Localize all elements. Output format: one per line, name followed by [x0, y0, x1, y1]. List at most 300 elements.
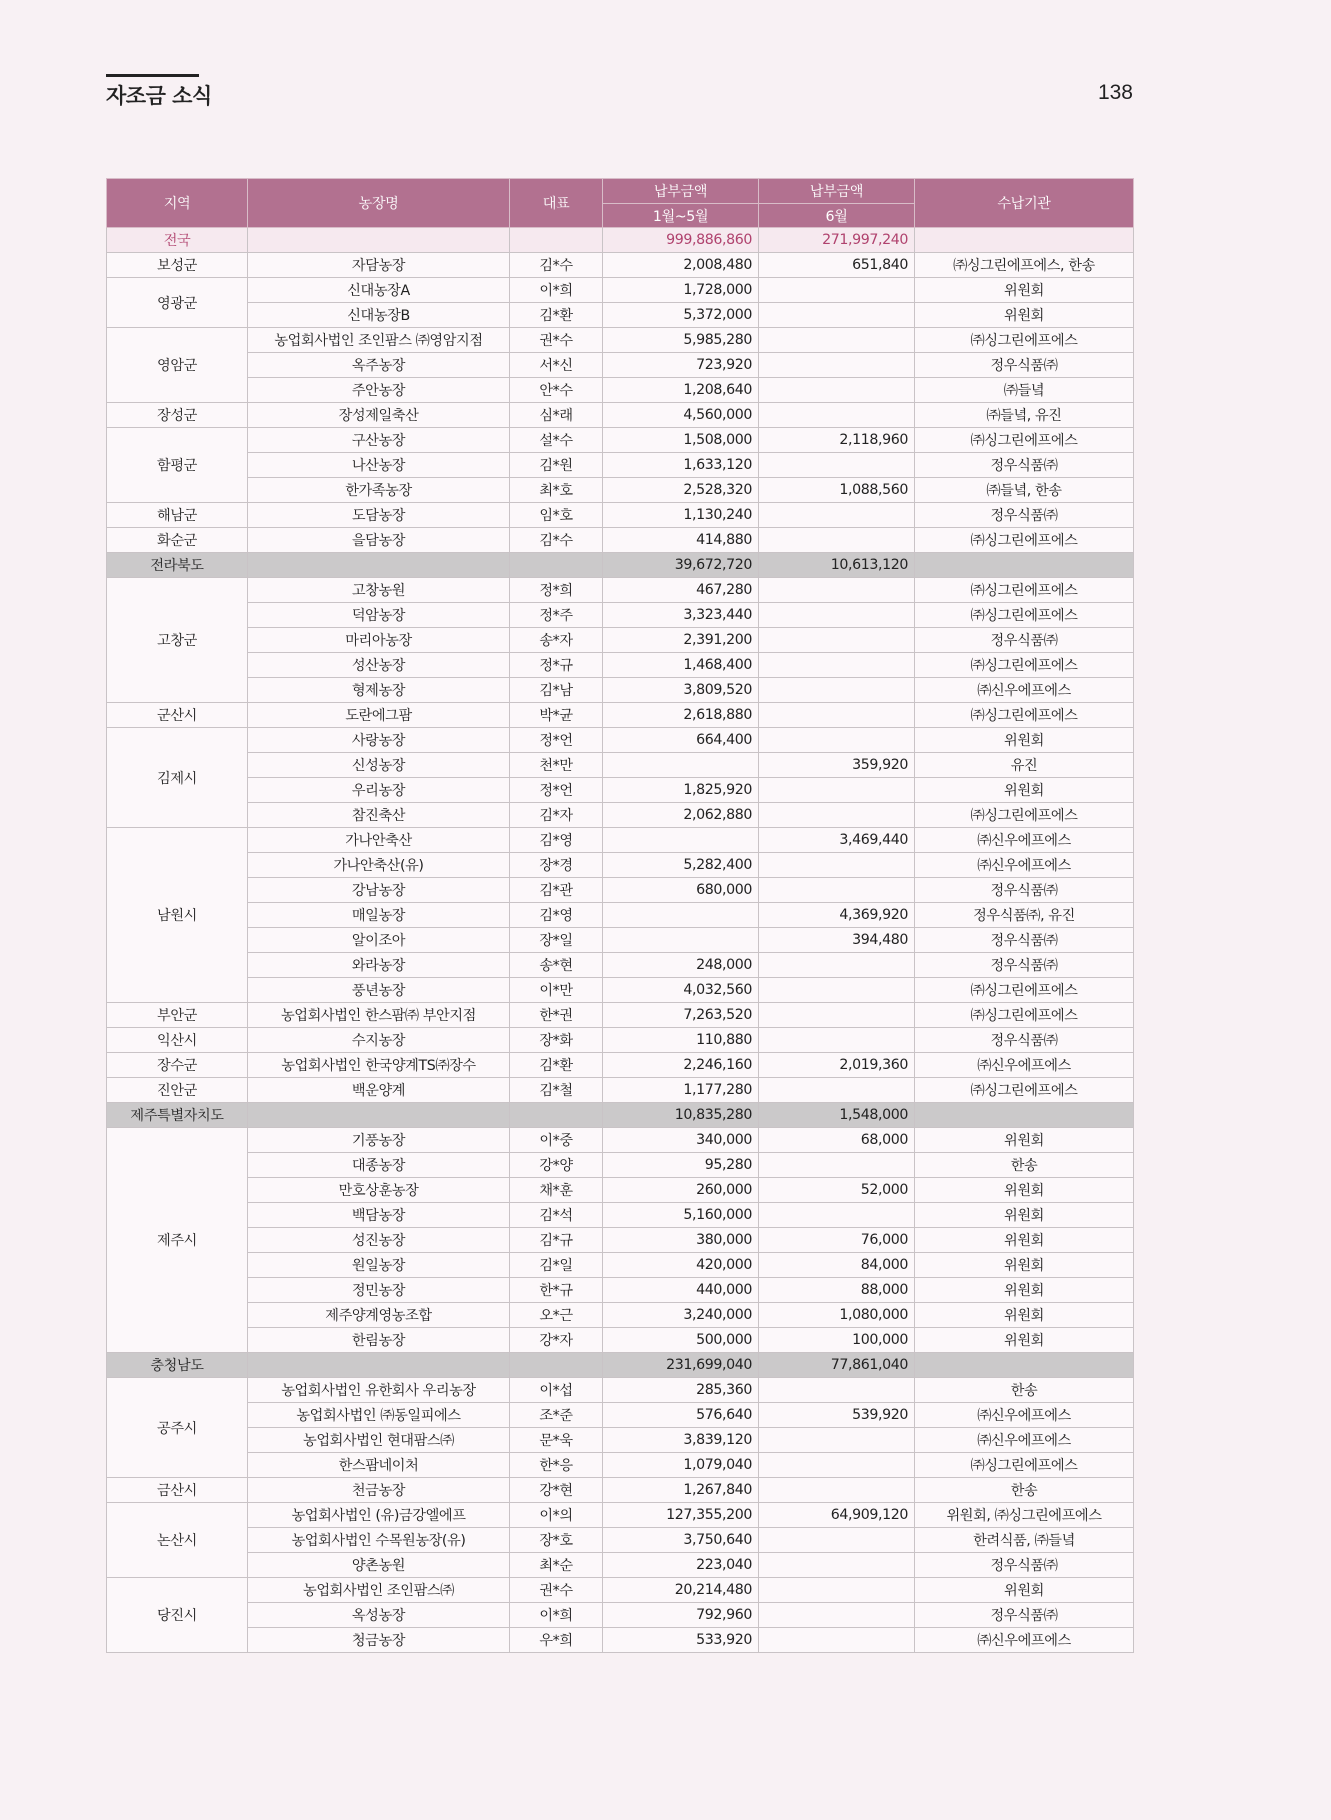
amount-jun-cell: 539,920	[759, 1403, 915, 1428]
amount-jun-cell	[759, 603, 915, 628]
farm-name-cell: 농업회사법인 조인팜스 ㈜영암지점	[248, 328, 510, 353]
representative-cell: 설*수	[510, 428, 603, 453]
amount-jun-cell	[759, 453, 915, 478]
agency-cell: 정우식품㈜	[915, 878, 1134, 903]
farm-name-cell: 농업회사법인 (유)금강엘에프	[248, 1503, 510, 1528]
table-row	[107, 1428, 1134, 1453]
representative-cell: 김*남	[510, 678, 603, 703]
amount-jan-may-cell	[603, 928, 759, 953]
table-row	[107, 328, 1134, 353]
province-label: 충청남도	[107, 1353, 248, 1378]
region-cell: 제주시	[107, 1128, 248, 1353]
representative-cell: 강*현	[510, 1478, 603, 1503]
table-row	[107, 1028, 1134, 1053]
province-subtotal-row	[107, 553, 1134, 578]
agency-cell: ㈜신우에프에스	[915, 1428, 1134, 1453]
agency-cell: 한송	[915, 1153, 1134, 1178]
table-row	[107, 253, 1134, 278]
table-row	[107, 1303, 1134, 1328]
amount-jan-may-cell: 5,282,400	[603, 853, 759, 878]
table-row	[107, 778, 1134, 803]
province-subtotal-row	[107, 1103, 1134, 1128]
amount-jan-may-cell: 2,062,880	[603, 803, 759, 828]
amount-jan-may-cell: 127,355,200	[603, 1503, 759, 1528]
amount-jan-may-cell: 2,391,200	[603, 628, 759, 653]
header-agency: 수납기관	[915, 179, 1134, 228]
representative-cell: 서*신	[510, 353, 603, 378]
farm-name-cell: 가나안축산(유)	[248, 853, 510, 878]
representative-cell: 최*순	[510, 1553, 603, 1578]
representative-cell: 김*수	[510, 253, 603, 278]
region-cell: 장성군	[107, 403, 248, 428]
agency-cell: 위원회	[915, 1328, 1134, 1353]
representative-cell: 강*자	[510, 1328, 603, 1353]
amount-jun-cell	[759, 803, 915, 828]
amount-jun-cell	[759, 778, 915, 803]
amount-jan-may-cell: 414,880	[603, 528, 759, 553]
agency-cell: 위원회	[915, 1228, 1134, 1253]
table-row	[107, 828, 1134, 853]
amount-jun-cell	[759, 1453, 915, 1478]
region-cell: 논산시	[107, 1503, 248, 1578]
farm-name-cell: 한스팜네이처	[248, 1453, 510, 1478]
farm-name-cell: 주안농장	[248, 378, 510, 403]
region-cell: 영암군	[107, 328, 248, 403]
amount-jan-may-cell: 467,280	[603, 578, 759, 603]
table-row	[107, 978, 1134, 1003]
amount-jun-cell: 3,469,440	[759, 828, 915, 853]
representative-cell: 김*영	[510, 903, 603, 928]
farm-name-cell: 풍년농장	[248, 978, 510, 1003]
amount-jan-may-cell: 20,214,480	[603, 1578, 759, 1603]
farm-name-cell: 형제농장	[248, 678, 510, 703]
agency-cell: ㈜싱그린에프에스	[915, 578, 1134, 603]
farm-name-cell: 기풍농장	[248, 1128, 510, 1153]
region-cell: 금산시	[107, 1478, 248, 1503]
farm-name-cell: 옥성농장	[248, 1603, 510, 1628]
amount-jan-may-cell	[603, 828, 759, 853]
agency-cell: 위원회	[915, 1253, 1134, 1278]
amount-jun-cell: 2,118,960	[759, 428, 915, 453]
table-row	[107, 1228, 1134, 1253]
representative-cell: 김*영	[510, 828, 603, 853]
agency-cell: 유진	[915, 753, 1134, 778]
agency-cell: ㈜싱그린에프에스	[915, 1003, 1134, 1028]
province-jun: 77,861,040	[759, 1353, 915, 1378]
agency-cell: 위원회	[915, 1278, 1134, 1303]
table-row	[107, 1253, 1134, 1278]
amount-jan-may-cell: 95,280	[603, 1153, 759, 1178]
amount-jan-may-cell: 1,267,840	[603, 1478, 759, 1503]
representative-cell: 임*호	[510, 503, 603, 528]
amount-jun-cell	[759, 653, 915, 678]
representative-cell: 김*자	[510, 803, 603, 828]
national-label: 전국	[107, 228, 248, 253]
representative-cell: 권*수	[510, 1578, 603, 1603]
farm-name-cell: 백담농장	[248, 1203, 510, 1228]
representative-cell: 이*섭	[510, 1378, 603, 1403]
table-row	[107, 1053, 1134, 1078]
header-representative: 대표	[510, 179, 603, 228]
agency-cell: ㈜들녘	[915, 378, 1134, 403]
farm-name-cell: 한림농장	[248, 1328, 510, 1353]
agency-cell: ㈜싱그린에프에스	[915, 978, 1134, 1003]
agency-cell: ㈜싱그린에프에스	[915, 703, 1134, 728]
agency-cell: ㈜싱그린에프에스	[915, 428, 1134, 453]
national-rep-cell	[510, 228, 603, 253]
amount-jan-may-cell: 5,985,280	[603, 328, 759, 353]
header-rule	[106, 74, 199, 77]
farm-name-cell: 신대농장B	[248, 303, 510, 328]
table-row	[107, 1128, 1134, 1153]
amount-jan-may-cell: 3,750,640	[603, 1528, 759, 1553]
table-row	[107, 1628, 1134, 1653]
agency-cell: ㈜싱그린에프에스	[915, 1078, 1134, 1103]
amount-jan-may-cell: 380,000	[603, 1228, 759, 1253]
amount-jun-cell	[759, 628, 915, 653]
farm-name-cell: 백운양계	[248, 1078, 510, 1103]
amount-jun-cell	[759, 1078, 915, 1103]
farm-name-cell: 농업회사법인 한국양계TS㈜장수	[248, 1053, 510, 1078]
table-row	[107, 503, 1134, 528]
table-body	[107, 228, 1134, 1653]
agency-cell: ㈜싱그린에프에스	[915, 603, 1134, 628]
region-cell: 부안군	[107, 1003, 248, 1028]
farm-name-cell: 우리농장	[248, 778, 510, 803]
table-row	[107, 1453, 1134, 1478]
region-cell: 보성군	[107, 253, 248, 278]
amount-jun-cell: 4,369,920	[759, 903, 915, 928]
table-row	[107, 878, 1134, 903]
agency-cell: ㈜신우에프에스	[915, 1403, 1134, 1428]
amount-jan-may-cell: 260,000	[603, 1178, 759, 1203]
table-row	[107, 1278, 1134, 1303]
agency-cell: ㈜싱그린에프에스	[915, 803, 1134, 828]
amount-jun-cell	[759, 328, 915, 353]
agency-cell: 위원회	[915, 303, 1134, 328]
amount-jan-may-cell: 664,400	[603, 728, 759, 753]
table-row	[107, 528, 1134, 553]
agency-cell: 정우식품㈜	[915, 1553, 1134, 1578]
agency-cell: 정우식품㈜	[915, 953, 1134, 978]
region-cell: 공주시	[107, 1378, 248, 1478]
agency-cell: 정우식품㈜	[915, 353, 1134, 378]
farm-name-cell: 옥주농장	[248, 353, 510, 378]
province-rep-cell	[510, 1103, 603, 1128]
representative-cell: 김*일	[510, 1253, 603, 1278]
agency-cell: 위원회	[915, 1128, 1134, 1153]
amount-jun-cell: 651,840	[759, 253, 915, 278]
amount-jan-may-cell: 3,240,000	[603, 1303, 759, 1328]
national-jun: 271,997,240	[759, 228, 915, 253]
table-row	[107, 753, 1134, 778]
farm-name-cell: 한가족농장	[248, 478, 510, 503]
table-row	[107, 1078, 1134, 1103]
representative-cell: 정*희	[510, 578, 603, 603]
representative-cell: 우*희	[510, 1628, 603, 1653]
amount-jan-may-cell: 1,825,920	[603, 778, 759, 803]
farm-name-cell: 천금농장	[248, 1478, 510, 1503]
amount-jan-may-cell: 3,839,120	[603, 1428, 759, 1453]
representative-cell: 정*주	[510, 603, 603, 628]
table-row	[107, 678, 1134, 703]
region-cell: 장수군	[107, 1053, 248, 1078]
representative-cell: 권*수	[510, 328, 603, 353]
representative-cell: 심*래	[510, 403, 603, 428]
amount-jun-cell	[759, 1578, 915, 1603]
amount-jun-cell	[759, 878, 915, 903]
farm-name-cell: 성산농장	[248, 653, 510, 678]
agency-cell: ㈜신우에프에스	[915, 1053, 1134, 1078]
province-jan-may: 231,699,040	[603, 1353, 759, 1378]
representative-cell: 박*균	[510, 703, 603, 728]
table-row	[107, 1203, 1134, 1228]
amount-jun-cell: 394,480	[759, 928, 915, 953]
amount-jan-may-cell: 500,000	[603, 1328, 759, 1353]
region-cell: 함평군	[107, 428, 248, 503]
amount-jun-cell	[759, 303, 915, 328]
representative-cell: 정*규	[510, 653, 603, 678]
amount-jun-cell: 359,920	[759, 753, 915, 778]
amount-jun-cell	[759, 978, 915, 1003]
representative-cell: 장*화	[510, 1028, 603, 1053]
agency-cell: 위원회	[915, 1578, 1134, 1603]
national-farm-cell	[248, 228, 510, 253]
agency-cell: ㈜신우에프에스	[915, 828, 1134, 853]
amount-jan-may-cell	[603, 903, 759, 928]
representative-cell: 김*수	[510, 528, 603, 553]
table-row	[107, 1378, 1134, 1403]
amount-jun-cell	[759, 678, 915, 703]
agency-cell: 위원회	[915, 1178, 1134, 1203]
representative-cell: 장*일	[510, 928, 603, 953]
table-row	[107, 803, 1134, 828]
representative-cell: 김*철	[510, 1078, 603, 1103]
representative-cell: 장*호	[510, 1528, 603, 1553]
farm-name-cell: 도담농장	[248, 503, 510, 528]
farm-name-cell: 사랑농장	[248, 728, 510, 753]
province-jan-may: 39,672,720	[603, 553, 759, 578]
amount-jun-cell	[759, 528, 915, 553]
table-row	[107, 953, 1134, 978]
table-row	[107, 1553, 1134, 1578]
province-farm-cell	[248, 1103, 510, 1128]
header-amount-jan-may: 납부금액	[603, 179, 759, 204]
amount-jan-may-cell: 110,880	[603, 1028, 759, 1053]
agency-cell: 위원회	[915, 728, 1134, 753]
farm-name-cell: 수지농장	[248, 1028, 510, 1053]
amount-jan-may-cell: 723,920	[603, 353, 759, 378]
header-period-jan-may: 1월~5월	[603, 204, 759, 228]
agency-cell: ㈜들녘, 유진	[915, 403, 1134, 428]
agency-cell: 정우식품㈜	[915, 1603, 1134, 1628]
farm-name-cell: 농업회사법인 현대팜스㈜	[248, 1428, 510, 1453]
payment-table	[106, 178, 1134, 1653]
farm-name-cell: 만호상훈농장	[248, 1178, 510, 1203]
province-subtotal-row	[107, 1353, 1134, 1378]
agency-cell: 위원회	[915, 778, 1134, 803]
amount-jun-cell	[759, 353, 915, 378]
province-agency-cell	[915, 1353, 1134, 1378]
representative-cell: 이*중	[510, 1128, 603, 1153]
amount-jan-may-cell: 420,000	[603, 1253, 759, 1278]
amount-jan-may-cell: 440,000	[603, 1278, 759, 1303]
table-row	[107, 1503, 1134, 1528]
section-title: 자조금 소식	[106, 84, 212, 108]
region-cell: 해남군	[107, 503, 248, 528]
representative-cell: 조*준	[510, 1403, 603, 1428]
region-cell: 고창군	[107, 578, 248, 703]
header-farm: 농장명	[248, 179, 510, 228]
representative-cell: 이*만	[510, 978, 603, 1003]
farm-name-cell: 농업회사법인 ㈜동일피에스	[248, 1403, 510, 1428]
farm-name-cell: 농업회사법인 수목원농장(유)	[248, 1528, 510, 1553]
farm-name-cell: 제주양계영농조합	[248, 1303, 510, 1328]
farm-name-cell: 양촌농원	[248, 1553, 510, 1578]
table-row	[107, 728, 1134, 753]
amount-jun-cell: 68,000	[759, 1128, 915, 1153]
amount-jun-cell: 1,088,560	[759, 478, 915, 503]
representative-cell: 정*언	[510, 778, 603, 803]
amount-jan-may-cell: 1,468,400	[603, 653, 759, 678]
farm-name-cell: 도란에그팜	[248, 703, 510, 728]
amount-jan-may-cell	[603, 753, 759, 778]
region-cell: 당진시	[107, 1578, 248, 1653]
representative-cell: 채*훈	[510, 1178, 603, 1203]
representative-cell: 한*권	[510, 1003, 603, 1028]
representative-cell: 안*수	[510, 378, 603, 403]
amount-jun-cell	[759, 853, 915, 878]
amount-jun-cell	[759, 1628, 915, 1653]
header-region: 지역	[107, 179, 248, 228]
agency-cell: 위원회	[915, 278, 1134, 303]
amount-jan-may-cell: 1,633,120	[603, 453, 759, 478]
representative-cell: 오*근	[510, 1303, 603, 1328]
agency-cell: 위원회	[915, 1203, 1134, 1228]
region-cell: 영광군	[107, 278, 248, 328]
national-agency-cell	[915, 228, 1134, 253]
amount-jun-cell	[759, 703, 915, 728]
farm-name-cell: 대종농장	[248, 1153, 510, 1178]
table-row	[107, 603, 1134, 628]
representative-cell: 최*호	[510, 478, 603, 503]
agency-cell: 정우식품㈜	[915, 503, 1134, 528]
agency-cell: 한송	[915, 1378, 1134, 1403]
farm-name-cell: 자담농장	[248, 253, 510, 278]
agency-cell: ㈜싱그린에프에스	[915, 328, 1134, 353]
province-rep-cell	[510, 553, 603, 578]
agency-cell: 정우식품㈜	[915, 453, 1134, 478]
amount-jan-may-cell: 285,360	[603, 1378, 759, 1403]
amount-jan-may-cell: 576,640	[603, 1403, 759, 1428]
amount-jun-cell: 64,909,120	[759, 1503, 915, 1528]
amount-jun-cell: 88,000	[759, 1278, 915, 1303]
table-row	[107, 1328, 1134, 1353]
agency-cell: 위원회	[915, 1303, 1134, 1328]
amount-jun-cell	[759, 1428, 915, 1453]
table-row	[107, 1603, 1134, 1628]
agency-cell: ㈜신우에프에스	[915, 1628, 1134, 1653]
amount-jun-cell	[759, 953, 915, 978]
farm-name-cell: 농업회사법인 유한회사 우리농장	[248, 1378, 510, 1403]
amount-jan-may-cell: 533,920	[603, 1628, 759, 1653]
table-row	[107, 353, 1134, 378]
farm-name-cell: 원일농장	[248, 1253, 510, 1278]
table-row	[107, 1578, 1134, 1603]
farm-name-cell: 정민농장	[248, 1278, 510, 1303]
province-agency-cell	[915, 553, 1134, 578]
agency-cell: 한려식품, ㈜들녘	[915, 1528, 1134, 1553]
amount-jun-cell	[759, 1478, 915, 1503]
amount-jan-may-cell: 1,508,000	[603, 428, 759, 453]
amount-jan-may-cell: 680,000	[603, 878, 759, 903]
agency-cell: ㈜싱그린에프에스, 한송	[915, 253, 1134, 278]
representative-cell: 김*환	[510, 303, 603, 328]
representative-cell: 장*경	[510, 853, 603, 878]
agency-cell: ㈜싱그린에프에스	[915, 653, 1134, 678]
region-cell: 화순군	[107, 528, 248, 553]
amount-jun-cell	[759, 403, 915, 428]
amount-jan-may-cell: 2,008,480	[603, 253, 759, 278]
amount-jan-may-cell: 5,372,000	[603, 303, 759, 328]
region-cell: 군산시	[107, 703, 248, 728]
amount-jun-cell	[759, 1603, 915, 1628]
farm-name-cell: 알이조아	[248, 928, 510, 953]
table-row	[107, 1528, 1134, 1553]
amount-jan-may-cell: 340,000	[603, 1128, 759, 1153]
table-row	[107, 403, 1134, 428]
agency-cell: 정우식품㈜	[915, 1028, 1134, 1053]
amount-jan-may-cell: 4,032,560	[603, 978, 759, 1003]
table-row	[107, 1003, 1134, 1028]
table-row	[107, 1478, 1134, 1503]
table-row	[107, 903, 1134, 928]
amount-jan-may-cell: 4,560,000	[603, 403, 759, 428]
farm-name-cell: 청금농장	[248, 1628, 510, 1653]
table-row	[107, 278, 1134, 303]
amount-jan-may-cell: 1,177,280	[603, 1078, 759, 1103]
amount-jan-may-cell: 1,079,040	[603, 1453, 759, 1478]
representative-cell: 한*규	[510, 1278, 603, 1303]
representative-cell: 한*응	[510, 1453, 603, 1478]
national-jan-may: 999,886,860	[603, 228, 759, 253]
farm-name-cell: 덕암농장	[248, 603, 510, 628]
farm-name-cell: 마리아농장	[248, 628, 510, 653]
agency-cell: ㈜싱그린에프에스	[915, 1453, 1134, 1478]
representative-cell: 김*석	[510, 1203, 603, 1228]
amount-jan-may-cell: 1,130,240	[603, 503, 759, 528]
amount-jan-may-cell: 2,618,880	[603, 703, 759, 728]
table-row	[107, 378, 1134, 403]
amount-jun-cell	[759, 1028, 915, 1053]
amount-jan-may-cell: 3,323,440	[603, 603, 759, 628]
amount-jan-may-cell: 5,160,000	[603, 1203, 759, 1228]
amount-jan-may-cell: 3,809,520	[603, 678, 759, 703]
farm-name-cell: 나산농장	[248, 453, 510, 478]
representative-cell: 천*만	[510, 753, 603, 778]
farm-name-cell: 와라농장	[248, 953, 510, 978]
amount-jun-cell: 1,080,000	[759, 1303, 915, 1328]
amount-jun-cell	[759, 1003, 915, 1028]
farm-name-cell: 가나안축산	[248, 828, 510, 853]
representative-cell: 문*욱	[510, 1428, 603, 1453]
region-cell: 진안군	[107, 1078, 248, 1103]
table-row	[107, 703, 1134, 728]
farm-name-cell: 참진축산	[248, 803, 510, 828]
province-jun: 10,613,120	[759, 553, 915, 578]
farm-name-cell: 을담농장	[248, 528, 510, 553]
header-period-jun: 6월	[759, 204, 915, 228]
